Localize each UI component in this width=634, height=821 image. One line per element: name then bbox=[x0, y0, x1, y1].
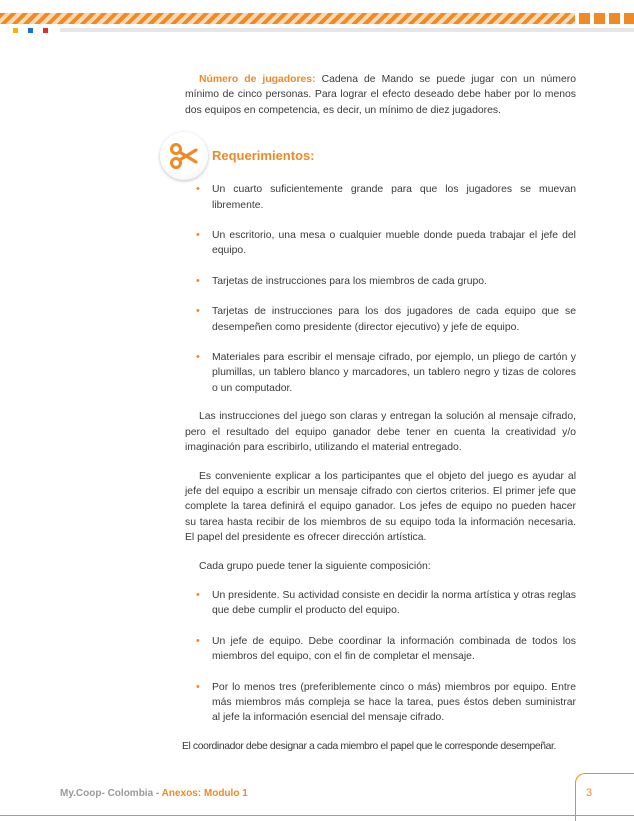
page-number: 3 bbox=[586, 787, 593, 799]
requirements-heading bbox=[185, 130, 576, 186]
list-item: • Un escritorio, una mesa o cualquier mueble donde pueda trabajar el jefe del equipo. bbox=[185, 228, 576, 259]
body-paragraph: Cada grupo puede tener la siguiente composición: bbox=[199, 560, 431, 572]
closing-paragraph: El coordinador debe designar a cada miembro el papel que le corresponde desempeñar. bbox=[182, 740, 557, 752]
header-dot-yellow bbox=[13, 28, 18, 33]
header-dot-blue bbox=[28, 28, 33, 33]
header-square bbox=[624, 13, 634, 24]
header-stripe bbox=[0, 13, 575, 24]
header-line bbox=[60, 28, 634, 32]
list-item: • Un cuarto suficientemente grande para que los jugadores se muevan libremente. bbox=[185, 182, 576, 213]
scissors-icon bbox=[160, 132, 208, 180]
footer-brand: My.Coop- Colombia - bbox=[60, 788, 162, 799]
intro-label: Número de jugadores: bbox=[199, 74, 316, 85]
list-item: • Materiales para escribir el mensaje cifrado, por ejemplo, un pliego de cartón y plumillas, un tablero blanco y marcadores, un tablero negro y tizas de colores o un computador. bbox=[185, 350, 576, 396]
header-dot-red bbox=[43, 28, 48, 33]
page-number-box bbox=[575, 773, 634, 821]
footer-module: Anexos: Modulo 1 bbox=[161, 788, 248, 799]
header-square bbox=[594, 13, 605, 24]
header-square bbox=[579, 13, 590, 24]
body-paragraph: Las instrucciones del juego son claras y entregan la solución al mensaje cifrado, pero el resultado del equipo ganador debe tener en cuenta la creatividad y/o imaginación para escribirlo, utilizando el material entregado. bbox=[185, 411, 576, 454]
list-item: • Por lo menos tres (preferiblemente cinco o más) miembros por equipo. Entre más miembros más compleja se hace la tarea, pues éstos deben suministrar al jefe la información esencial del mensaje cifrado. bbox=[185, 680, 576, 726]
page-content bbox=[182, 72, 576, 754]
list-item: • Tarjetas de instrucciones para los dos jugadores de cada equipo que se desempeñen como presidente (director ejecutivo) y jefe de equipo. bbox=[185, 304, 576, 335]
requirements-list bbox=[185, 182, 576, 396]
header-square bbox=[609, 13, 620, 24]
intro-text: Cadena de Mando se puede jugar con un número mínimo de cinco personas. Para lograr el efecto deseado debe haber por lo menos dos equipos en competencia, es decir, un mínimo de diez jugadores. bbox=[185, 74, 576, 116]
list-item: • Un jefe de equipo. Debe coordinar la información combinada de todos los miembros del equipo, con el fin de completar el mensaje. bbox=[185, 634, 576, 665]
composition-list bbox=[185, 588, 576, 726]
requirements-title: Requerimientos: bbox=[212, 148, 315, 164]
footer-text bbox=[60, 788, 248, 799]
scissors-icon-svg bbox=[169, 141, 199, 171]
footer-rule bbox=[0, 815, 634, 816]
list-item: • Tarjetas de instrucciones para los miembros de cada grupo. bbox=[185, 274, 576, 289]
intro-paragraph bbox=[185, 72, 576, 118]
body-paragraph: Es conveniente explicar a los participantes que el objeto del juego es ayudar al jefe del equipo a escribir un mensaje cifrado con ciertos criterios. El primer jefe que complete la tarea definirá el equipo ganador. Los jefes de equipo no pueden hacer su tarea hasta recibir de los miembros de su equipo toda la información necesaria. El papel del presidente es ofrecer dirección artística. bbox=[185, 470, 576, 544]
list-item: • Un presidente. Su actividad consiste en decidir la norma artística y otras reglas que debe cumplir el producto del equipo. bbox=[185, 588, 576, 619]
